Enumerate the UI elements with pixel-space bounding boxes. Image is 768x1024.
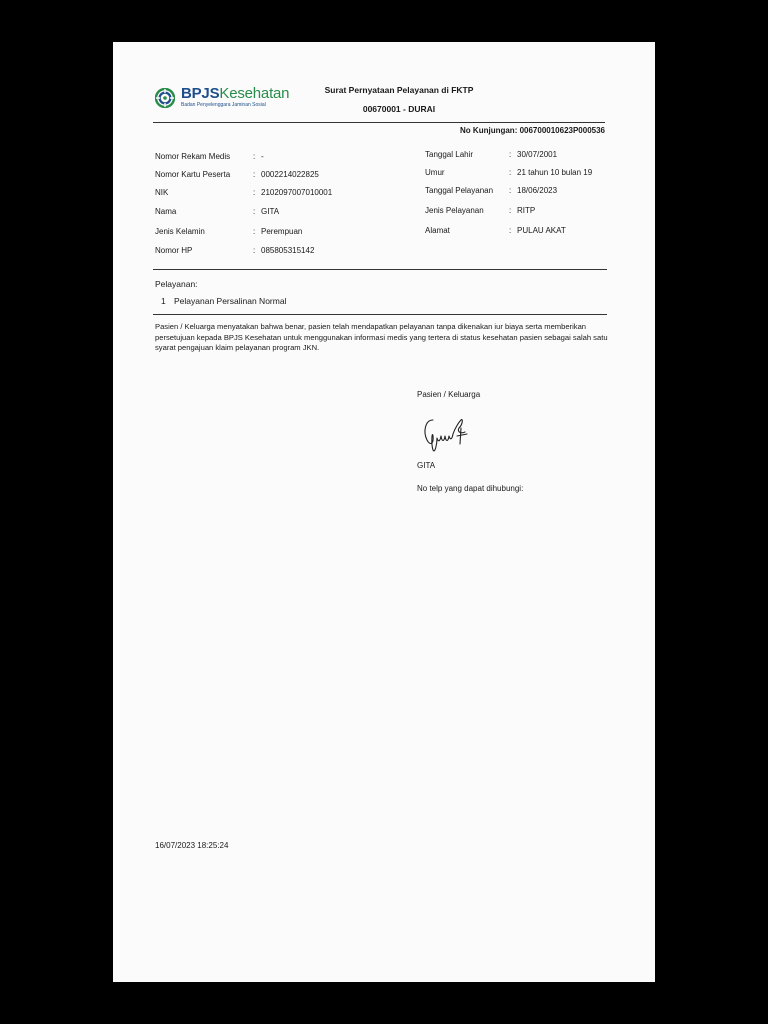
document-page	[113, 42, 655, 982]
field-label: Jenis Pelayanan	[425, 206, 484, 215]
field-label: Umur	[425, 168, 445, 177]
service-item-label: Pelayanan Persalinan Normal	[174, 296, 287, 306]
service-item	[161, 296, 286, 306]
field-separator: :	[253, 246, 256, 255]
field-value: 30/07/2001	[517, 150, 558, 159]
field-value: 18/06/2023	[517, 186, 558, 195]
field-label: Jenis Kelamin	[155, 227, 205, 236]
field-nik	[155, 188, 333, 197]
services-divider	[153, 314, 607, 315]
field-separator: :	[509, 186, 512, 195]
field-value: 0002214022825	[261, 170, 319, 179]
signature-scribble-icon	[419, 414, 475, 454]
logo-brand-kesehatan: Kesehatan	[219, 85, 290, 102]
logo-brand-bpjs: BPJS	[181, 85, 220, 102]
header-divider	[153, 122, 605, 123]
field-separator: :	[253, 188, 256, 197]
signature-name: GITA	[417, 461, 436, 470]
field-label: Tanggal Pelayanan	[425, 186, 494, 195]
field-label: Alamat	[425, 226, 450, 235]
field-value: PULAU AKAT	[517, 226, 566, 235]
print-timestamp: 16/07/2023 18:25:24	[155, 841, 229, 850]
field-jenis-pelayanan	[425, 206, 536, 215]
field-value: RITP	[517, 206, 536, 215]
field-umur	[425, 168, 593, 177]
field-label: Tanggal Lahir	[425, 150, 474, 159]
field-label: Nomor HP	[155, 246, 193, 255]
phone-contact-label: No telp yang dapat dihubungi:	[417, 484, 524, 493]
field-separator: :	[509, 226, 512, 235]
field-tanggal-lahir	[425, 150, 558, 159]
field-value: 085805315142	[261, 246, 315, 255]
logo-subtitle: Badan Penyelenggara Jaminan Sosial	[181, 102, 266, 108]
facility-code: 00670001 - DURAI	[362, 104, 436, 114]
field-value: 2102097007010001	[261, 188, 333, 197]
field-separator: :	[509, 150, 512, 159]
service-item-number: 1	[161, 296, 166, 306]
field-separator: :	[253, 152, 256, 161]
field-separator: :	[253, 207, 256, 216]
field-label: Nomor Rekam Medis	[155, 152, 231, 161]
bpjs-emblem-icon	[155, 88, 175, 108]
services-title: Pelayanan:	[155, 279, 198, 289]
field-nomor-hp	[155, 246, 315, 255]
field-tanggal-pelayanan	[425, 186, 558, 195]
visit-number: No Kunjungan: 006700010623P000536	[460, 126, 605, 135]
field-jenis-kelamin	[155, 227, 303, 236]
field-separator: :	[509, 168, 512, 177]
field-value: Perempuan	[261, 227, 303, 236]
field-nama	[155, 207, 280, 216]
field-value: -	[261, 152, 264, 161]
field-separator: :	[509, 206, 512, 215]
field-nomor-rekam-medis	[155, 152, 264, 161]
document-title: Surat Pernyataan Pelayanan di FKTP	[324, 85, 474, 95]
field-label: NIK	[155, 188, 169, 197]
field-value: GITA	[261, 207, 280, 216]
field-label: Nama	[155, 207, 177, 216]
field-separator: :	[253, 227, 256, 236]
field-label: Nomor Kartu Peserta	[155, 170, 231, 179]
bpjs-logo	[155, 86, 289, 109]
field-separator: :	[253, 170, 256, 179]
signature-label: Pasien / Keluarga	[417, 390, 481, 399]
field-nomor-kartu-peserta	[155, 170, 319, 179]
info-divider	[153, 269, 607, 270]
field-value: 21 tahun 10 bulan 19	[517, 168, 593, 177]
consent-statement: Pasien / Keluarga menyatakan bahwa benar, pasien telah mendapatkan pelayanan tanpa dikenakan iur biaya serta memberikan persetujuan kepada BPJS Kesehatan untuk menggunakan informasi medis yang tertera di status kesehatan pasien sebagai salah satu syarat pengajuan klaim pelayanan program JKN.	[155, 322, 608, 352]
field-alamat	[425, 226, 566, 235]
